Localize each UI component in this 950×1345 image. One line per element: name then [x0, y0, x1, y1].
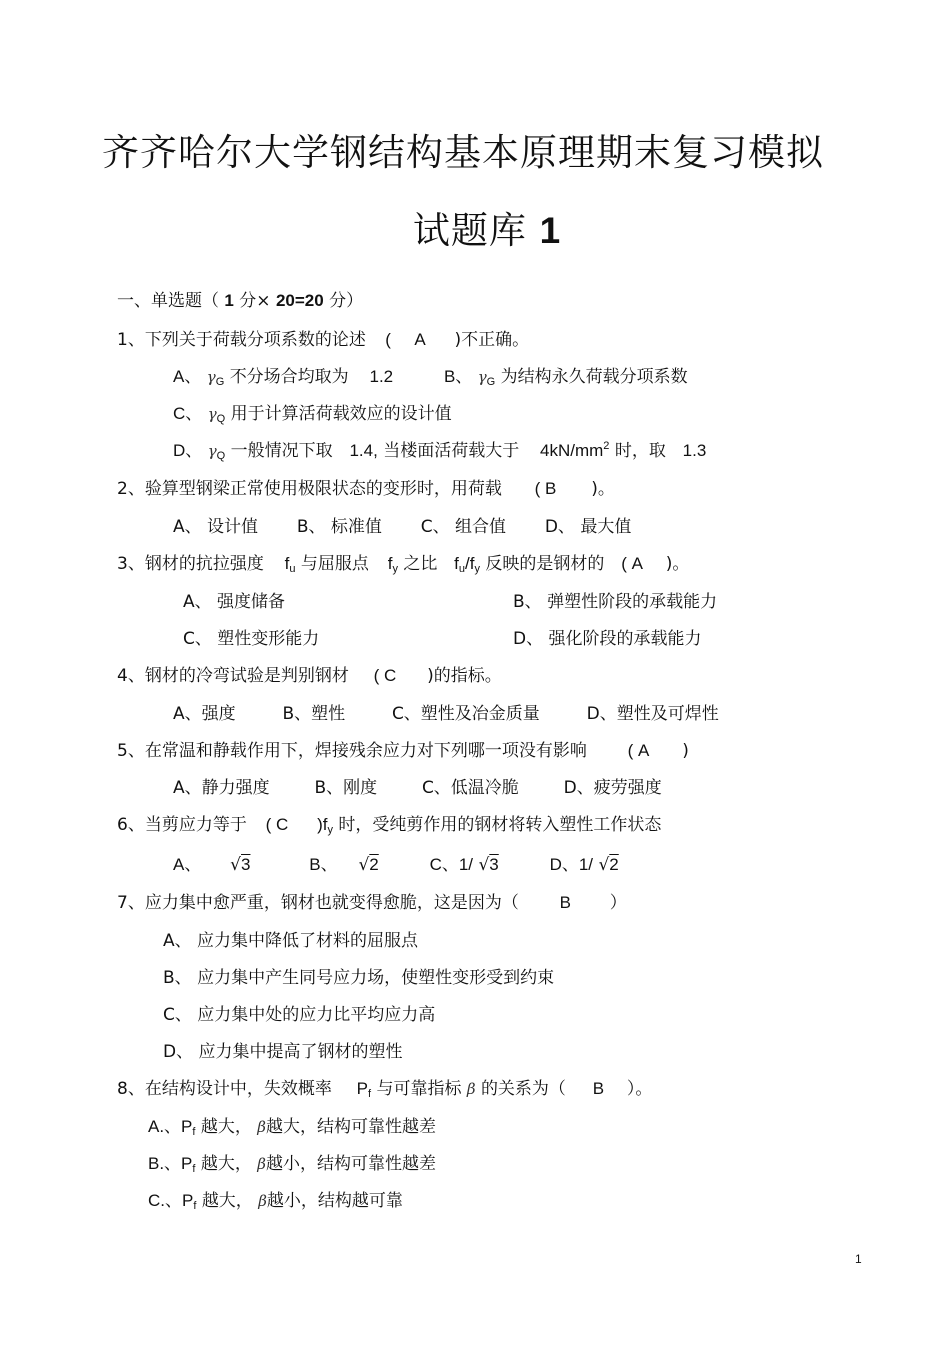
q5-option-d: D、疲劳强度	[563, 778, 662, 798]
q6-option-d-value: 2	[609, 855, 619, 874]
q6-option-c-label: C、1/	[429, 855, 474, 874]
q2-option-b: B、 标准值	[296, 517, 382, 537]
q1-option-c	[173, 403, 452, 425]
q1-option-d-val3: 1.3	[682, 441, 707, 460]
q6-option-b-value: 2	[369, 855, 379, 874]
question-1-stem: 1、下列关于荷载分项系数的论述 ( A )不正确。	[117, 330, 530, 350]
q6-stem-end: 时，受纯剪作用的钢材将转入塑性工作状态	[338, 815, 662, 835]
q3-stem-text3: 之比	[403, 554, 438, 574]
q8-option-b	[148, 1153, 436, 1175]
q2-stem-end: )。	[591, 479, 615, 499]
q8-stem-text3: 的关系为（	[480, 1079, 566, 1099]
gamma-symbol: γ	[477, 368, 487, 386]
q6-options	[173, 854, 619, 876]
q1-option-row-ab	[173, 366, 688, 388]
q7-stem-end: ）	[609, 893, 627, 913]
q8-stem-end: ）。	[626, 1079, 653, 1099]
q6-option-a-value: 3	[241, 855, 251, 874]
q8-option-a-text2: 越大，结构可靠性越差	[265, 1117, 436, 1137]
q2-answer: ( B	[534, 479, 557, 498]
q8-option-a-label: A.、P	[148, 1117, 193, 1136]
q6-option-b-sqrt	[358, 855, 378, 875]
q1-option-b-label: B、	[443, 367, 473, 386]
gamma-symbol: γ	[207, 405, 217, 423]
q3-stem-end: )。	[665, 554, 690, 574]
section-score-c: 20=20	[275, 291, 324, 310]
q1-option-d-text1: 一般情况下取	[230, 441, 333, 461]
q3-ratio-a-sub: u	[458, 563, 466, 575]
q6-stem-text: 6、当剪应力等于	[117, 815, 247, 835]
question-7-stem	[117, 892, 627, 914]
q8-option-c-label: C.、P	[148, 1191, 194, 1210]
q1-option-b-text: 为结构永久荷载分项系数	[500, 367, 688, 387]
q8-option-c-sub: f	[193, 1200, 197, 1212]
q4-stem-text: 4、钢材的冷弯试验是判别钢材	[117, 666, 349, 686]
q8-pf: P	[356, 1079, 368, 1098]
section-score-b: 分×	[239, 291, 271, 311]
q1-stem-end: )不正确。	[454, 330, 530, 350]
title-text: 试题库	[412, 209, 527, 252]
q2-option-a: A、 设计值	[173, 517, 259, 537]
q8-option-c-text2: 越小，结构越可靠	[266, 1191, 403, 1211]
sqrt-symbol: √	[358, 855, 370, 875]
q3-fu-sub: u	[289, 563, 296, 575]
q1-b-sub: G	[486, 376, 496, 388]
q1-option-a-label: A、	[173, 367, 202, 386]
q3-ratio-a: f	[454, 554, 459, 573]
document-title-line-2	[12, 200, 950, 254]
q3-fy: f	[387, 554, 393, 573]
beta-symbol: β	[466, 1080, 476, 1098]
q3-option-d: D、 强化阶段的承载能力	[513, 629, 702, 649]
q1-option-c-label: C、	[173, 404, 203, 423]
q2-option-d: D、 最大值	[544, 517, 632, 537]
question-5-stem	[117, 740, 689, 762]
q6-option-d-label: D、1/	[549, 855, 594, 874]
q4-answer: ( C	[373, 666, 397, 685]
q6-option-d-sqrt	[598, 855, 618, 875]
document-title-line-1: 齐齐哈尔大学钢结构基本原理期末复习模拟	[102, 131, 824, 174]
page-number: 1	[855, 1252, 862, 1266]
title-number: 1	[539, 210, 562, 251]
q6-option-c-sqrt	[478, 855, 498, 875]
q8-option-b-label: B.、P	[148, 1154, 193, 1173]
q8-option-b-text2: 越小，结构可靠性越差	[265, 1154, 436, 1174]
q1-d-sub: Q	[216, 450, 226, 462]
q4-stem-end: )的指标。	[427, 666, 502, 686]
q4-option-d: D、塑性及可焊性	[586, 704, 719, 724]
q7-stem-text: 7、应力集中愈严重，钢材也就变得愈脆，这是因为（	[117, 893, 519, 913]
q5-option-b: B、刚度	[314, 778, 378, 798]
q7-option-d: D、 应力集中提高了钢材的塑性	[163, 1042, 403, 1062]
q8-stem-text2: 与可靠指标	[376, 1079, 462, 1099]
q3-fy-sub: y	[392, 563, 398, 575]
q3-stem-text4: 反映的是钢材的	[485, 554, 605, 574]
q1-stem-text: 1、下列关于荷载分项系数的论述	[117, 330, 366, 350]
q8-option-c	[148, 1190, 403, 1212]
q6-option-a-sqrt	[230, 855, 250, 875]
section-score-d: 分）	[329, 291, 364, 311]
q3-stem-text1: 3、钢材的抗拉强度	[117, 554, 264, 574]
q1-option-d-sup: 2	[603, 440, 610, 452]
sqrt-symbol: √	[598, 855, 610, 875]
section-heading	[117, 290, 363, 312]
q1-option-d-val2: 4kN/mm	[540, 441, 604, 460]
q1-option-a-value: 1.2	[369, 367, 394, 386]
q7-option-c: C、 应力集中处的应力比平均应力高	[163, 1005, 436, 1025]
q8-option-b-text1: 越大，	[200, 1154, 252, 1174]
q3-option-c: C、 塑性变形能力	[183, 629, 320, 649]
q1-c-sub: Q	[216, 413, 226, 425]
q8-answer: B	[592, 1079, 605, 1098]
q5-answer: ( A	[627, 741, 650, 760]
q6-option-b-label: B、	[309, 855, 338, 874]
q3-option-a: A、 强度储备	[183, 592, 286, 612]
q8-option-a-text1: 越大，	[200, 1117, 252, 1137]
q5-options	[173, 777, 662, 799]
gamma-symbol: γ	[207, 442, 217, 460]
sqrt-symbol: √	[230, 855, 241, 875]
q5-stem-end: )	[682, 741, 689, 761]
q5-option-a: A、静力强度	[173, 778, 270, 798]
q2-options	[173, 516, 631, 538]
q1-option-d-label: D、	[173, 441, 203, 460]
section-prefix: 一、单选题（	[117, 291, 219, 311]
q4-options	[173, 703, 719, 725]
q3-ratio-slash: /f	[465, 554, 475, 573]
q8-option-b-sub: f	[192, 1163, 196, 1175]
q3-fu: f	[284, 554, 290, 573]
gamma-symbol: γ	[206, 368, 216, 386]
q3-stem-text2: 与屈服点	[300, 554, 369, 574]
q3-answer: ( A	[621, 554, 643, 573]
q6-option-a-label: A、	[173, 855, 202, 874]
q3-option-b: B、 弹塑性阶段的承载能力	[513, 592, 718, 612]
q2-stem-text: 2、验算型钢梁正常使用极限状态的变形时，用荷载	[117, 479, 502, 499]
q6-option-c-value: 3	[489, 855, 499, 874]
q7-option-a: A、 应力集中降低了材料的屈服点	[163, 931, 419, 951]
q8-option-c-text1: 越大，	[201, 1191, 253, 1211]
beta-symbol: β	[258, 1192, 267, 1210]
q1-option-d	[173, 440, 706, 462]
q1-option-d-val1: 1.4,	[349, 441, 378, 460]
q8-option-a-sub: f	[192, 1126, 196, 1138]
question-6-stem	[117, 814, 661, 836]
q6-stem-mid: )f	[317, 815, 328, 834]
q8-stem-text1: 8、在结构设计中，失效概率	[117, 1079, 332, 1099]
q4-option-b: B、塑性	[282, 704, 346, 724]
question-8-stem	[117, 1078, 652, 1100]
beta-symbol: β	[257, 1118, 266, 1136]
q8-pf-sub: f	[367, 1088, 372, 1100]
q4-option-a: A、强度	[173, 704, 236, 724]
q4-option-c: C、塑性及冶金质量	[391, 704, 540, 724]
section-score-a: 1	[224, 291, 234, 310]
q1-option-d-text2: 当楼面活荷载大于	[383, 441, 520, 461]
q7-answer: B	[559, 893, 571, 912]
question-2-stem	[117, 478, 615, 500]
q6-stem-sub: y	[327, 824, 334, 836]
beta-symbol: β	[257, 1155, 266, 1173]
q8-option-a	[148, 1116, 436, 1138]
q1-a-sub: G	[215, 376, 225, 388]
q1-option-d-text3: 时，取	[614, 441, 666, 461]
q6-answer: ( C	[265, 815, 289, 834]
q1-option-a-text: 不分场合均取为	[229, 367, 349, 387]
q2-option-c: C、 组合值	[420, 517, 507, 537]
q7-option-b: B、 应力集中产生同号应力场，使塑性变形受到约束	[163, 968, 555, 988]
q5-option-c: C、低温冷脆	[421, 778, 519, 798]
question-4-stem	[117, 665, 502, 687]
q1-answer: A	[414, 330, 426, 349]
q1-option-c-text: 用于计算活荷载效应的设计值	[230, 404, 452, 424]
q5-stem-text: 5、在常温和静载作用下，焊接残余应力对下列哪一项没有影响	[117, 741, 587, 761]
question-3-stem	[117, 553, 689, 575]
sqrt-symbol: √	[478, 855, 490, 875]
q3-ratio-b-sub: y	[474, 563, 480, 575]
